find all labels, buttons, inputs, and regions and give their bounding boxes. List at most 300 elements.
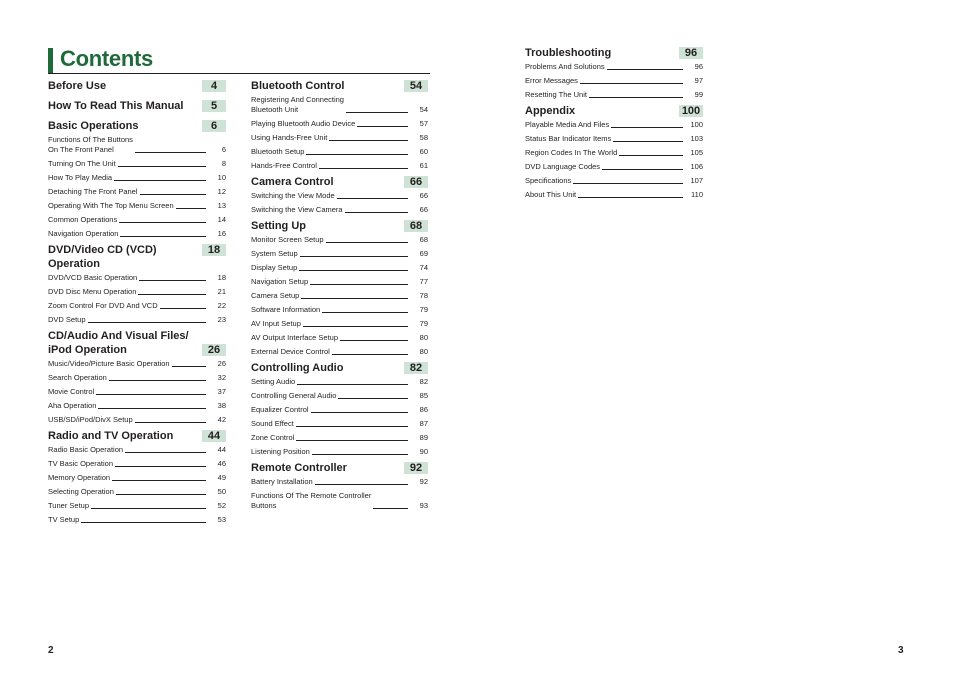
section-page-badge: 100 [679,105,703,117]
toc-entry-label: USB/SD/iPod/DivX Setup [48,415,133,424]
toc-entry-label: Display Setup [251,263,298,272]
toc-entry-page: 50 [217,487,226,496]
toc-entry-page: 44 [217,445,226,454]
toc-section [251,79,428,171]
toc-entry-page: 54 [419,105,428,114]
toc-entry[interactable] [251,491,428,511]
toc-entry-label-wrap [525,76,685,86]
toc-entry-label-wrap [525,190,685,200]
toc-entry[interactable] [48,501,226,511]
section-page-badge: 66 [404,176,428,188]
toc-entry-label-wrap [251,491,410,511]
dot-leader [138,294,206,295]
toc-entry[interactable] [251,405,428,415]
dot-leader [346,112,408,113]
section-title: Bluetooth Control [251,80,345,92]
toc-entry[interactable] [48,359,226,369]
toc-entry-label: Setting Audio [251,377,296,386]
toc-section-heading[interactable] [251,219,428,233]
toc-entry-label-wrap [251,133,410,143]
toc-entry-label: TV Basic Operation [48,459,114,468]
toc-entry[interactable] [48,473,226,483]
toc-entry-page: 79 [419,319,428,328]
dot-leader [310,284,408,285]
toc-entry-page: 58 [419,133,428,142]
toc-entry-label-wrap [48,415,208,425]
section-page-badge: 54 [404,80,428,92]
toc-section-heading[interactable] [48,79,226,93]
toc-item-list [525,62,703,100]
toc-entry-label: Detaching The Front Panel [48,187,138,196]
toc-entry-label-wrap [525,148,685,158]
toc-entry[interactable] [251,249,428,259]
toc-entry-label-wrap [251,377,410,387]
toc-entry-label: Selecting Operation [48,487,114,496]
toc-section-heading[interactable] [251,361,428,375]
toc-entry-page: 80 [419,347,428,356]
toc-entry-page: 12 [217,187,226,196]
toc-entry-label: Battery Installation [251,477,313,486]
section-page-badge: 92 [404,462,428,474]
dot-leader [140,194,207,195]
toc-entry[interactable] [525,176,703,186]
dot-leader [112,480,206,481]
toc-entry-page: 57 [419,119,428,128]
toc-entry-label-wrap [251,235,410,245]
toc-section [48,119,226,239]
toc-entry[interactable] [251,391,428,401]
toc-entry[interactable] [525,120,703,130]
toc-entry[interactable] [48,315,226,325]
dot-leader [319,168,408,169]
section-title: DVD/Video CD (VCD) Operation [48,244,157,270]
dot-leader [81,522,206,523]
dot-leader [338,398,408,399]
toc-entry[interactable] [525,134,703,144]
toc-entry[interactable] [525,90,703,100]
toc-entry-label-wrap [251,161,410,171]
toc-entry-label: Region Codes In The World [525,148,618,157]
toc-entry-label: Common Operations [48,215,118,224]
toc-section-heading[interactable] [525,104,703,118]
toc-entry-label: Zone Control [251,433,295,442]
toc-entry-page: 110 [691,190,703,199]
dot-leader [322,312,408,313]
toc-entry[interactable] [48,387,226,397]
dot-leader [296,426,408,427]
dot-leader [114,180,206,181]
toc-entry-label-wrap [525,134,685,144]
dot-leader [332,354,408,355]
toc-section-heading[interactable] [251,461,428,475]
toc-section [48,99,226,113]
toc-entry[interactable] [251,119,428,129]
toc-entry-page: 92 [419,477,428,486]
toc-entry-label: Specifications [525,176,572,185]
toc-entry[interactable] [48,373,226,383]
dot-leader [580,83,683,84]
toc-entry-label-wrap [251,147,410,157]
dot-leader [619,155,683,156]
toc-entry-label-wrap [251,95,410,115]
toc-entry-label-wrap [48,135,208,155]
left-page-number: 2 [48,645,54,656]
dot-leader [109,380,206,381]
section-page-badge: 18 [202,244,226,256]
toc-entry-page: 14 [217,215,226,224]
toc-entry-label-wrap [525,62,685,72]
toc-entry[interactable] [525,162,703,172]
dot-leader [172,366,206,367]
toc-section-heading[interactable] [48,429,226,443]
toc-entry-label-wrap [48,501,208,511]
section-title: Setting Up [251,220,306,232]
toc-entry-label: Aha Operation [48,401,97,410]
toc-section-heading[interactable] [48,99,226,113]
toc-entry-label: Error Messages [525,76,578,85]
toc-entry-page: 42 [217,415,226,424]
dot-leader [120,236,206,237]
dot-leader [345,212,408,213]
toc-entry-page: 53 [217,515,226,524]
toc-entry-label: Playing Bluetooth Audio Device [251,119,356,128]
toc-entry-label: Movie Control [48,387,95,396]
dot-leader [326,242,408,243]
toc-entry[interactable] [251,291,428,301]
toc-entry-page: 89 [419,433,428,442]
toc-entry-page: 99 [694,90,703,99]
toc-entry[interactable] [48,487,226,497]
toc-entry-page: 78 [419,291,428,300]
toc-entry-page: 93 [419,501,428,510]
toc-entry-label-wrap [251,191,410,201]
section-title: Radio and TV Operation [48,430,174,442]
dot-leader [96,394,206,395]
toc-entry-label-wrap [251,277,410,287]
section-page-badge: 26 [202,344,226,356]
toc-entry-label: Navigation Setup [251,277,309,286]
toc-entry-page: 106 [690,162,703,171]
toc-entry-label-wrap [251,305,410,315]
toc-entry-page: 100 [690,120,703,129]
toc-entry[interactable] [251,433,428,443]
toc-entry-page: 18 [217,273,226,282]
dot-leader [296,440,408,441]
toc-entry-page: 107 [690,176,703,185]
toc-entry-label-wrap [48,301,208,311]
toc-entry-label: How To Play Media [48,173,113,182]
toc-entry-label-wrap [525,120,685,130]
toc-section-heading[interactable] [251,175,428,189]
title-accent-bar [48,48,53,73]
dot-leader [139,280,206,281]
dot-leader [98,408,206,409]
toc-entry-label: Music/Video/Picture Basic Operation [48,359,170,368]
toc-entry-label: Turning On The Unit [48,159,116,168]
toc-item-list [48,445,226,525]
toc-entry-label-wrap [525,176,685,186]
toc-entry-label: Resetting The Unit [525,90,587,99]
toc-entry-page: 13 [217,201,226,210]
toc-entry[interactable] [251,263,428,273]
toc-entry[interactable] [48,135,226,155]
toc-entry-label-wrap [48,401,208,411]
toc-entry[interactable] [251,419,428,429]
toc-section [48,79,226,93]
toc-entry-label-wrap [251,391,410,401]
toc-entry-label-wrap [251,119,410,129]
section-page-badge: 96 [679,47,703,59]
section-page-badge: 82 [404,362,428,374]
toc-entry-label: Listening Position [251,447,310,456]
toc-entry-page: 8 [221,159,226,168]
toc-entry-label: Sound Effect [251,419,294,428]
toc-entry-page: 23 [217,315,226,324]
toc-entry-label: Software Information [251,305,321,314]
toc-entry-label-wrap [48,173,208,183]
toc-section [48,329,226,425]
dot-leader [578,197,683,198]
toc-entry-label: Switching the View Mode [251,191,335,200]
toc-entry-page: 80 [419,333,428,342]
dot-leader [311,412,408,413]
toc-section-heading[interactable] [48,329,226,357]
toc-entry-page: 49 [217,473,226,482]
section-title: Controlling Audio [251,362,344,374]
toc-entry[interactable] [48,215,226,225]
toc-entry-label-wrap [525,90,685,100]
toc-entry-label-wrap [251,291,410,301]
toc-entry[interactable] [251,319,428,329]
toc-entry-page: 79 [419,305,428,314]
toc-entry-label: DVD Setup [48,315,86,324]
section-title: Basic Operations [48,120,139,132]
dot-leader [315,484,408,485]
toc-entry-page: 38 [217,401,226,410]
toc-entry-label-wrap [251,319,410,329]
toc-entry-label: Operating With The Top Menu Screen [48,201,174,210]
toc-entry-label: Radio Basic Operation [48,445,124,454]
dot-leader [119,222,206,223]
toc-entry-label: TV Setup [48,515,80,524]
toc-entry-label: Using Hands-Free Unit [251,133,328,142]
toc-entry-label: Controlling General Audio [251,391,337,400]
toc-entry-page: 77 [419,277,428,286]
toc-entry-page: 52 [217,501,226,510]
toc-entry-label-wrap [48,201,208,211]
dot-leader [135,422,206,423]
toc-entry[interactable] [251,161,428,171]
toc-column-1 [48,79,226,529]
toc-entry[interactable] [251,447,428,457]
toc-entry[interactable] [48,401,226,411]
toc-entry-label: Switching the View Camera [251,205,343,214]
toc-entry[interactable] [48,515,226,525]
toc-entry[interactable] [251,95,428,115]
toc-entry-label-wrap [48,187,208,197]
dot-leader [589,97,683,98]
toc-section [251,175,428,215]
toc-entry-label-wrap [251,263,410,273]
toc-item-list [48,273,226,325]
toc-entry-page: 103 [690,134,703,143]
toc-section [251,219,428,357]
toc-entry[interactable] [48,301,226,311]
toc-entry[interactable] [48,229,226,239]
toc-section [251,461,428,511]
toc-entry-label-wrap [251,205,410,215]
toc-entry[interactable] [251,191,428,201]
right-page-number: 3 [898,645,904,656]
toc-section-heading[interactable] [251,79,428,93]
section-page-badge: 6 [202,120,226,132]
toc-entry[interactable] [48,159,226,169]
toc-entry-label-wrap [251,447,410,457]
dot-leader [607,69,683,70]
toc-entry-page: 66 [419,191,428,200]
toc-entry-label: Zoom Control For DVD And VCD [48,301,158,310]
toc-entry[interactable] [48,201,226,211]
toc-entry-label-wrap [251,333,410,343]
toc-entry[interactable] [525,148,703,158]
toc-entry[interactable] [251,205,428,215]
toc-entry-page: 96 [694,62,703,71]
toc-item-list [251,377,428,457]
toc-entry[interactable] [48,459,226,469]
dot-leader [160,308,206,309]
toc-entry[interactable] [251,477,428,487]
toc-entry-label-wrap [251,433,410,443]
toc-entry[interactable] [48,173,226,183]
toc-entry[interactable] [525,190,703,200]
toc-entry[interactable] [525,76,703,86]
toc-entry-label-wrap [48,287,208,297]
toc-entry-page: 37 [217,387,226,396]
toc-entry-label-wrap [251,405,410,415]
toc-section-heading[interactable] [48,119,226,133]
toc-entry-label: Monitor Screen Setup [251,235,324,244]
toc-entry-page: 82 [419,377,428,386]
toc-entry[interactable] [251,347,428,357]
dot-leader [340,340,408,341]
dot-leader [613,141,683,142]
toc-entry[interactable] [525,62,703,72]
toc-entry-label: AV Input Setup [251,319,301,328]
toc-entry-label-wrap [48,373,208,383]
toc-entry-label: DVD/VCD Basic Operation [48,273,138,282]
toc-entry[interactable] [251,147,428,157]
toc-entry-page: 97 [694,76,703,85]
toc-entry[interactable] [251,333,428,343]
toc-entry[interactable] [48,445,226,455]
dot-leader [312,454,408,455]
dot-leader [135,152,206,153]
toc-section-heading[interactable] [48,243,226,271]
toc-item-list [525,120,703,200]
toc-entry-page: 90 [419,447,428,456]
toc-entry-label-wrap [48,273,208,283]
dot-leader [91,508,206,509]
toc-entry-label-wrap [251,477,410,487]
toc-entry[interactable] [251,377,428,387]
toc-entry-label-wrap [251,249,410,259]
toc-entry[interactable] [251,277,428,287]
toc-entry-label-wrap [48,215,208,225]
toc-entry-label: Camera Setup [251,291,300,300]
toc-entry-label: Memory Operation [48,473,111,482]
toc-entry-label: About This Unit [525,190,577,199]
toc-item-list [251,191,428,215]
toc-entry-label-wrap [48,315,208,325]
dot-leader [88,322,206,323]
toc-section-heading[interactable] [525,46,703,60]
toc-entry-page: 61 [419,161,428,170]
section-title: Camera Control [251,176,334,188]
toc-entry-label-wrap [251,347,410,357]
toc-section [48,243,226,325]
dot-leader [297,384,408,385]
toc-entry-page: 86 [419,405,428,414]
toc-item-list [251,477,428,511]
toc-entry-label-wrap [251,419,410,429]
toc-entry-label: Status Bar Indicator Items [525,134,612,143]
section-page-badge: 68 [404,220,428,232]
toc-entry-label: Problems And Solutions [525,62,605,71]
dot-leader [337,198,408,199]
toc-entry[interactable] [251,133,428,143]
toc-entry-label: System Setup [251,249,298,258]
toc-entry[interactable] [251,235,428,245]
toc-entry[interactable] [48,415,226,425]
toc-entry-page: 69 [419,249,428,258]
toc-entry[interactable] [48,187,226,197]
dot-leader [301,298,408,299]
toc-entry-label-wrap [48,445,208,455]
section-page-badge: 4 [202,80,226,92]
toc-entry-label-wrap [48,387,208,397]
toc-entry-label: External Device Control [251,347,330,356]
section-title: How To Read This Manual [48,100,184,112]
toc-entry-page: 60 [419,147,428,156]
toc-entry-label-wrap [48,515,208,525]
toc-entry-label: DVD Language Codes [525,162,601,171]
toc-entry-page: 26 [217,359,226,368]
toc-item-list [251,95,428,171]
toc-entry-label: Registering And Connecting Bluetooth Unit [251,95,344,114]
toc-entry-label-wrap [48,473,208,483]
toc-entry[interactable] [48,287,226,297]
toc-entry[interactable] [48,273,226,283]
dot-leader [303,326,408,327]
toc-entry[interactable] [251,305,428,315]
dot-leader [573,183,683,184]
toc-section [525,46,703,100]
toc-entry-page: 22 [217,301,226,310]
section-title: CD/Audio And Visual Files/ iPod Operation [48,330,189,356]
dot-leader [611,127,683,128]
dot-leader [176,208,206,209]
dot-leader [115,466,206,467]
toc-entry-page: 46 [217,459,226,468]
dot-leader [300,256,408,257]
toc-entry-label-wrap [48,159,208,169]
dot-leader [125,452,206,453]
section-title: Remote Controller [251,462,347,474]
toc-entry-label: Hands-Free Control [251,161,317,170]
toc-entry-page: 6 [221,145,226,154]
toc-entry-page: 10 [217,173,226,182]
toc-entry-label-wrap [48,359,208,369]
